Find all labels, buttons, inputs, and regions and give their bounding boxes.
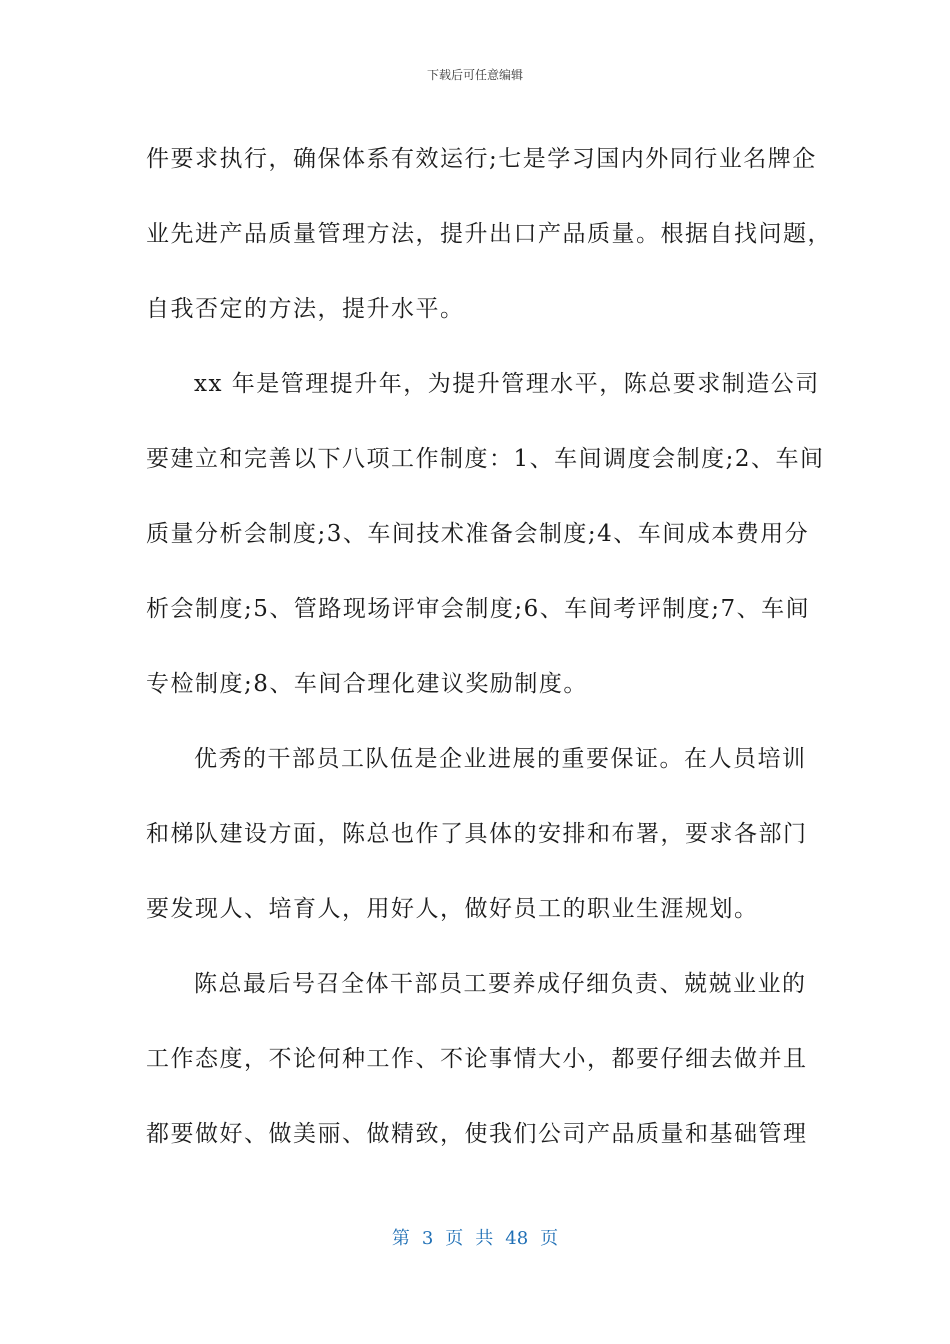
text-line: 工作态度，不论何种工作、不论事情大小，都要仔细去做并且 (146, 1046, 808, 1072)
paragraph-start-line: 陈总最后号召全体干部员工要养成仔细负责、兢兢业业的 (194, 971, 807, 997)
current-page-number: 3 (421, 1228, 434, 1249)
text-line: 要发现人、培育人，用好人，做好员工的职业生涯规划。 (146, 896, 759, 922)
text-line: 件要求执行，确保体系有效运行;七是学习国内外同行业名牌企 (146, 146, 817, 172)
page-footer (0, 1224, 950, 1250)
text-line: 都要做好、做美丽、做精致，使我们公司产品质量和基础管理 (146, 1121, 808, 1147)
footer-total-unit: 页 (540, 1228, 559, 1249)
text-line: 析会制度;5、管路现场评审会制度;6、车间考评制度;7、车间 (146, 596, 811, 622)
footer-prefix: 第 (391, 1228, 410, 1249)
page-header: 下载后可任意编辑 (426, 68, 523, 82)
document-body (146, 122, 832, 1172)
text-line: 业先进产品质量管理方法，提升出口产品质量。根据自找问题， (146, 221, 832, 247)
footer-total-prefix: 共 (475, 1228, 494, 1249)
text-line: 质量分析会制度;3、车间技术准备会制度;4、车间成本费用分 (146, 521, 810, 547)
text-line: 自我否定的方法，提升水平。 (146, 296, 465, 322)
text-line: 和梯队建设方面，陈总也作了具体的安排和布署，要求各部门 (146, 821, 808, 847)
text-line: 专检制度;8、车间合理化建议奖励制度。 (146, 671, 588, 697)
paragraph-start-line: xx 年是管理提升年，为提升管理水平，陈总要求制造公司 (194, 371, 820, 397)
total-page-count: 48 (505, 1228, 529, 1249)
paragraph-start-line: 优秀的干部员工队伍是企业进展的重要保证。在人员培训 (194, 746, 807, 772)
footer-page-unit: 页 (445, 1228, 464, 1249)
text-line: 要建立和完善以下八项工作制度：1、车间调度会制度;2、车间 (146, 446, 825, 472)
